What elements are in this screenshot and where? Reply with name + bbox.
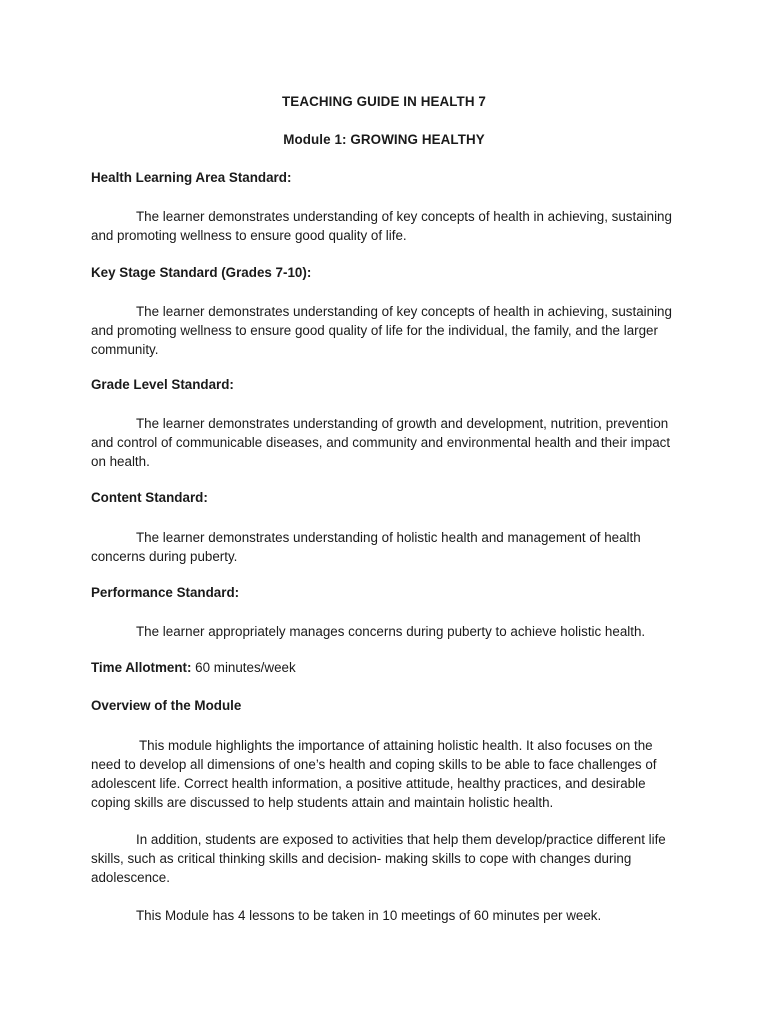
health-learning-area-heading: Health Learning Area Standard: [91, 170, 292, 185]
document-title: TEACHING GUIDE IN HEALTH 7 [282, 94, 486, 109]
performance-standard-heading: Performance Standard: [91, 585, 240, 600]
overview-paragraph-3: This Module has 4 lessons to be taken in 10 meetings of 60 minutes per week. [136, 908, 602, 923]
time-allotment [91, 660, 296, 675]
overview-paragraph-1: This module highlights the importance of attaining holistic health. It also focuses on the need to develop all dimensions of one’s health and coping skills to be able to face challenges of adolescent life. Correct health information, a positive attitude, healthy practices, and desirable coping skills are discussed to help students attain and maintain holistic health. [91, 738, 657, 810]
time-allotment-label: Time Allotment: [91, 660, 192, 675]
overview-paragraph-2: In addition, students are exposed to activities that help them develop/practice different life skills, such as critical thinking skills and decision- making skills to cope with changes during adolescence. [91, 832, 666, 885]
performance-standard-text: The learner appropriately manages concerns during puberty to achieve holistic health. [136, 624, 646, 639]
content-standard-text: The learner demonstrates understanding of holistic health and management of health concerns during puberty. [91, 530, 641, 564]
grade-level-text: The learner demonstrates understanding of growth and development, nutrition, prevention and control of communicable diseases, and community and environmental health and their impact on health. [91, 416, 671, 469]
key-stage-heading: Key Stage Standard (Grades 7-10): [91, 265, 312, 280]
overview-heading: Overview of the Module [91, 698, 242, 713]
time-allotment-value: 60 minutes/week [195, 660, 296, 675]
module-title: Module 1: GROWING HEALTHY [283, 132, 485, 147]
grade-level-heading: Grade Level Standard: [91, 377, 234, 392]
health-learning-area-text: The learner demonstrates understanding of key concepts of health in achieving, sustaining and promoting wellness to ensure good quality of life. [91, 209, 672, 243]
content-standard-heading: Content Standard: [91, 490, 208, 505]
key-stage-text: The learner demonstrates understanding of key concepts of health in achieving, sustaining and promoting wellness to ensure good quality of life for the individual, the family, and the larger community. [91, 304, 672, 357]
